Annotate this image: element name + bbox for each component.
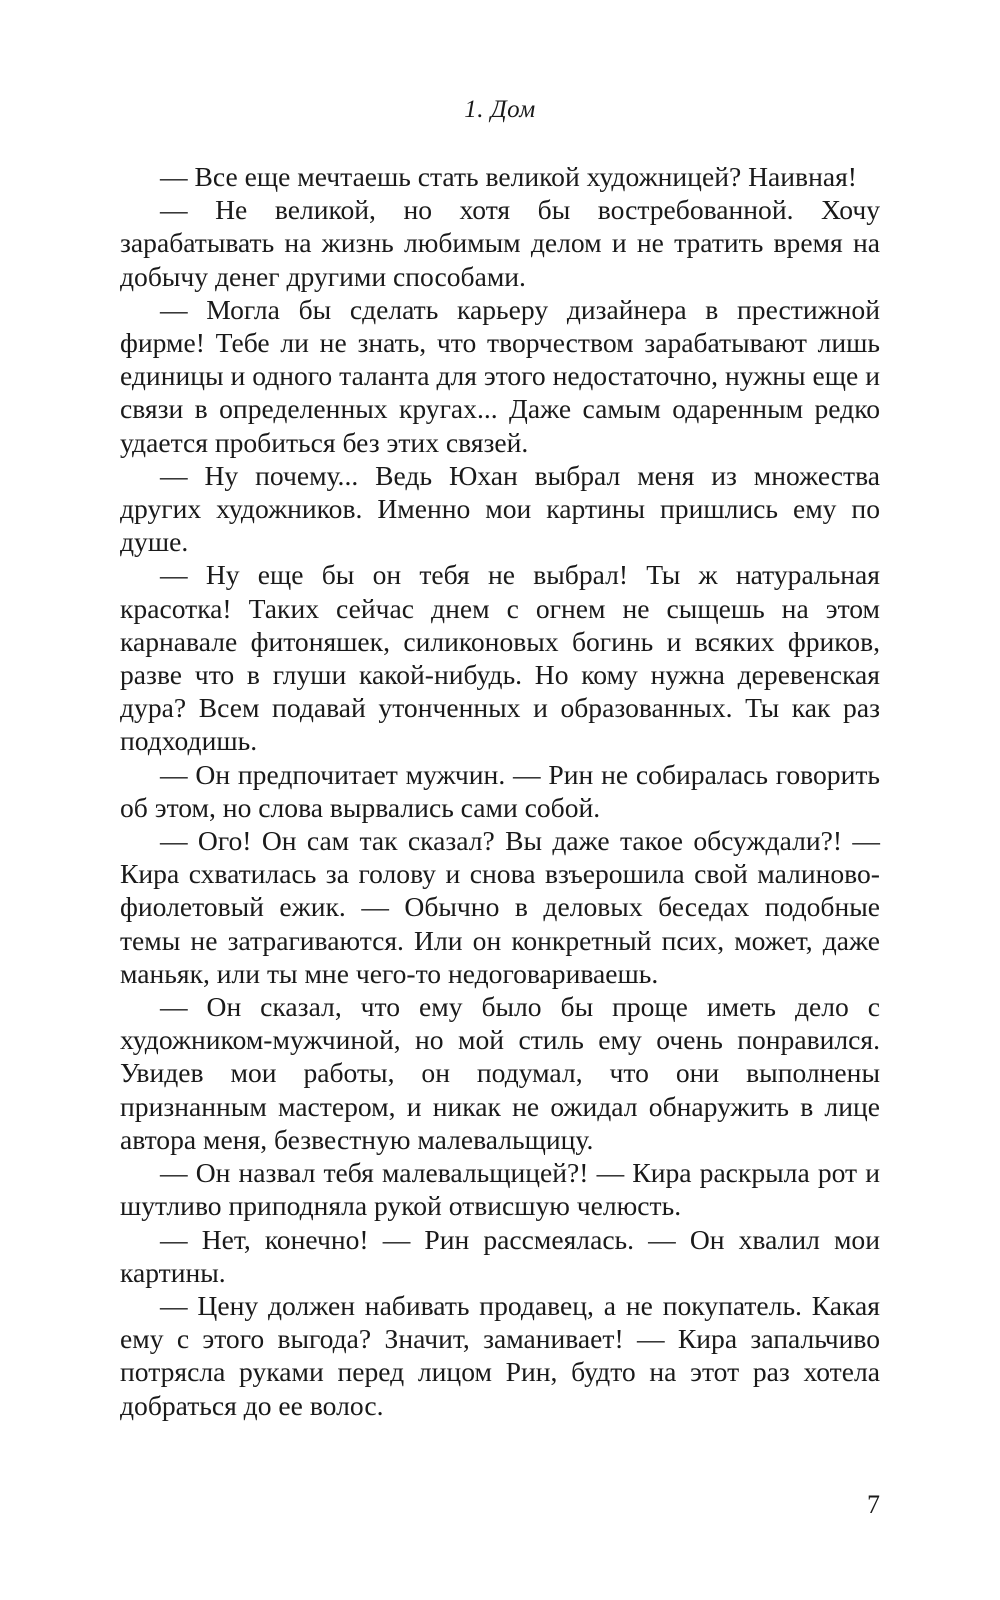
paragraph: — Могла бы сделать карьеру дизайнера в престижной фирме! Тебе ли не знать, что творчеством зарабатывают лишь единицы и одного таланта для этого недостаточно, нужны еще и связи в определенных кругах... Даже самым одаренным редко удается пробиться без этих связей. [120, 293, 880, 458]
paragraph: — Он сказал, что ему было бы проще иметь дело с художником-мужчиной, но мой стиль ему очень понравился. Увидев мои работы, он подумал, что они выполнены признанным мастером, и никак не ожидал обнаружить в лице автора меня, безвестную малевальщицу. [120, 991, 880, 1155]
paragraph: — Ого! Он сам так сказал? Вы даже такое обсуждали?! — Кира схватилась за голову и снова взъерошила свой малиново-фиолетовый ежик. — Обычно в деловых беседах подобные темы не затрагиваются. Или он конкретный псих, может, даже маньяк, или ты мне чего-то недоговариваешь. [120, 825, 880, 989]
body-text [120, 160, 880, 1422]
paragraph: — Ну почему... Ведь Юхан выбрал меня из множества других художников. Именно мои картины пришлись ему по душе. [120, 459, 880, 558]
paragraph: — Нет, конечно! — Рин рассмеялась. — Он хвалил мои картины. [120, 1223, 880, 1288]
running-head: 1. Дом [464, 96, 536, 123]
paragraph: — Ну еще бы он тебя не выбрал! Ты ж натуральная красотка! Таких сейчас днем с огнем не сыщешь на этом карнавале фитоняшек, силиконовых богинь и всяких фриков, разве что в глуши какой-нибудь. Но кому нужна деревенская дура? Всем подавай утонченных и образованных. Ты как раз подходишь. [120, 559, 880, 757]
paragraph: — Не великой, но хотя бы востребованной. Хочу зарабатывать на жизнь любимым делом и не тратить время на добычу денег другими способами. [120, 194, 880, 292]
paragraph: — Он назвал тебя малевальщицей?! — Кира раскрыла рот и шутливо приподняла рукой отвисшую челюсть. [120, 1157, 880, 1222]
page-number: 7 [867, 1490, 880, 1519]
paragraph: — Цену должен набивать продавец, а не покупатель. Какая ему с этого выгода? Значит, заманивает! — Кира запальчиво потрясла руками перед лицом Рин, будто на этот раз хотела добраться до ее волос. [120, 1289, 880, 1421]
paragraph: — Все еще мечтаешь стать великой художницей? Наивная! [160, 161, 857, 192]
paragraph: — Он предпочитает мужчин. — Рин не собиралась говорить об этом, но слова вырвались сами собой. [120, 758, 880, 823]
